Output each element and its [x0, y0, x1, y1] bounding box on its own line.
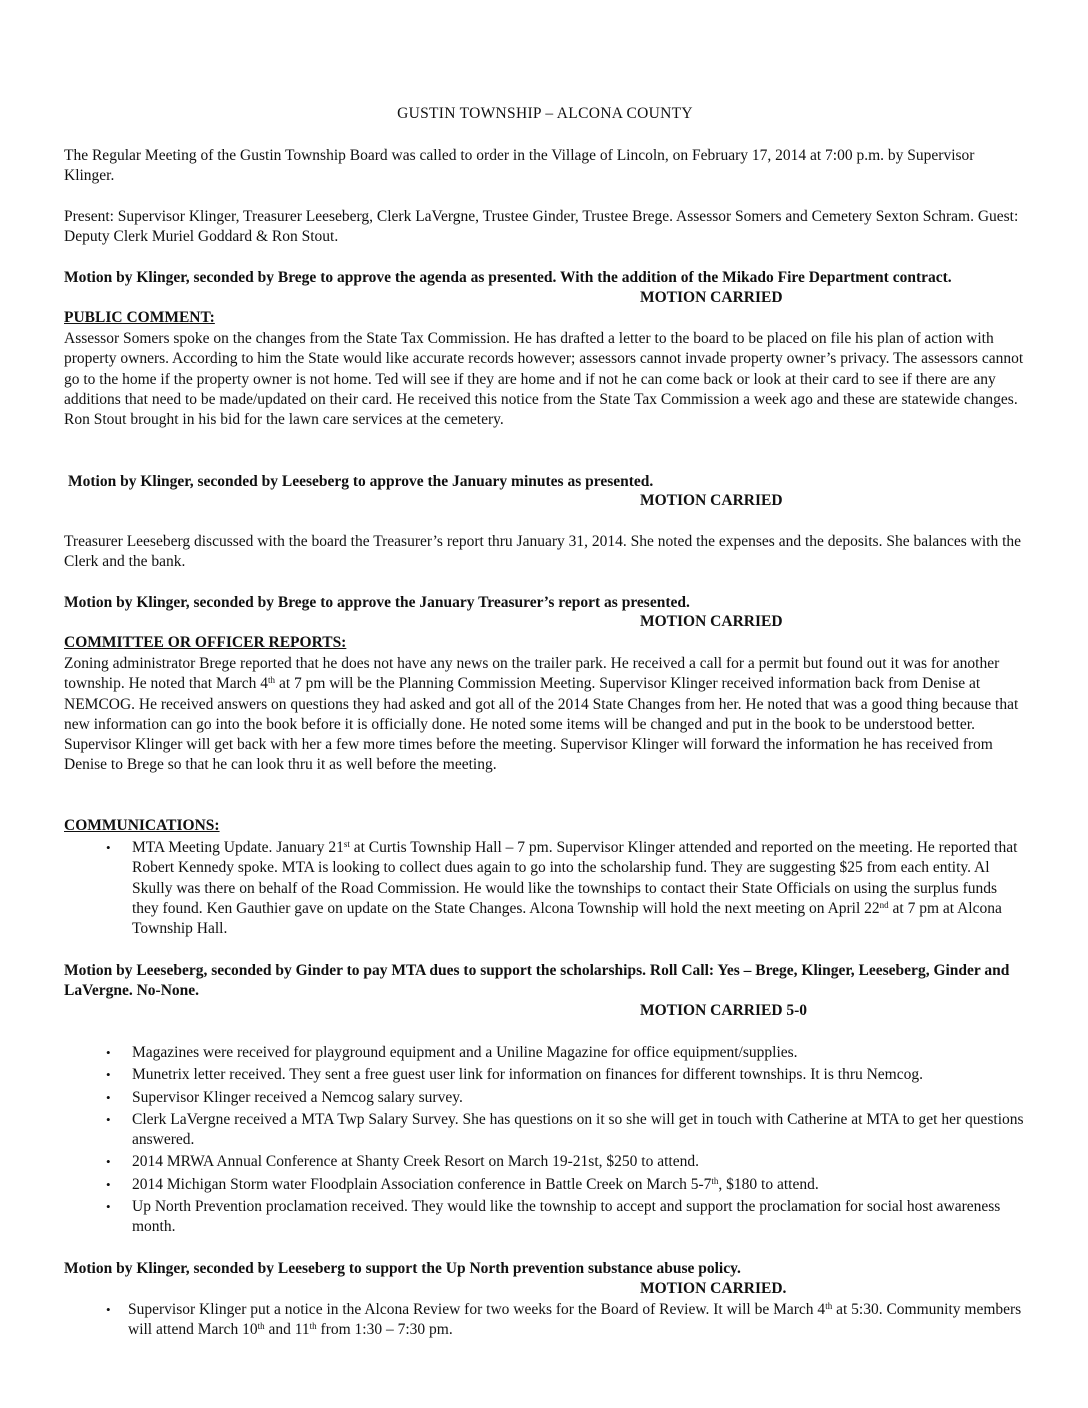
list-item: • Magazines were received for playground equipment and a Uniline Magazine for office equipment/supplies. [64, 1043, 1026, 1063]
list-item: • 2014 Michigan Storm water Floodplain Association conference in Battle Creek on March 5-7th, $180 to attend. [64, 1175, 1026, 1195]
motion-mta-dues: Motion by Leeseberg, seconded by Ginder to pay MTA dues to support the scholarships. Roll Call: Yes – Brege, Klinger, Leeseberg, Ginder and LaVergne. No-None. [64, 962, 1010, 1000]
bullet-icon: • [106, 1067, 111, 1083]
motion-carried-agenda: MOTION CARRIED [640, 289, 783, 306]
motion-treasurer-report: Motion by Klinger, seconded by Brege to approve the January Treasurer’s report as presented. [64, 594, 690, 611]
list-item: • Supervisor Klinger put a notice in the Alcona Review for two weeks for the Board of Review. It will be March 4th at 5:30. Community members will attend March 10th and 11th from 1:30 – 7:30 pm. [106, 1301, 1022, 1339]
items-list [64, 1043, 1026, 1238]
bullet-icon: • [106, 840, 111, 855]
bullet-icon: • [106, 1199, 111, 1215]
list-item: • 2014 MRWA Annual Conference at Shanty Creek Resort on March 19-21st, $250 to attend. [64, 1152, 1026, 1172]
communications-list [64, 838, 1026, 939]
motion-carried-5-0: MOTION CARRIED 5-0 [640, 1002, 808, 1019]
list-item: • Supervisor Klinger received a Nemcog salary survey. [64, 1088, 1026, 1108]
public-comment-heading: PUBLIC COMMENT: [64, 309, 215, 326]
attendance-paragraph: Present: Supervisor Klinger, Treasurer Leeseberg, Clerk LaVergne, Trustee Ginder, Trustee Brege. Assessor Somers and Cemetery Sexton Schram. Guest: Deputy Clerk Muriel Goddard & Ron Stout. [64, 208, 1019, 246]
motion-carried-minutes: MOTION CARRIED [640, 492, 783, 509]
bullet-icon: • [106, 1176, 111, 1192]
motion-carried-treasurer: MOTION CARRIED [640, 613, 783, 630]
bullet-icon: • [106, 1111, 111, 1127]
motion-up-north: Motion by Klinger, seconded by Leeseberg to support the Up North prevention substance abuse policy. [64, 1260, 741, 1277]
committee-heading: COMMITTEE OR OFFICER REPORTS: [64, 634, 347, 651]
bullet-icon: • [106, 1154, 111, 1170]
review-list [64, 1300, 1026, 1341]
list-item: • Up North Prevention proclamation received. They would like the township to accept and support the proclamation for social host awareness month. [106, 1198, 1001, 1236]
treasurer-report-text: Treasurer Leeseberg discussed with the board the Treasurer’s report thru January 31, 2014. She noted the expenses and the deposits. She balances with the Clerk and the bank. [64, 533, 1022, 571]
bullet-icon: • [106, 1045, 111, 1060]
bullet-icon: • [106, 1089, 111, 1105]
opening-paragraph: The Regular Meeting of the Gustin Township Board was called to order in the Village of Lincoln, on February 17, 2014 at 7:00 p.m. by Supervisor Klinger. [64, 147, 975, 185]
committee-text: Zoning administrator Brege reported that he does not have any news on the trailer park. He received a call for a permit but found out it was for another township. He noted that March 4th at 7 pm will be the Planning Commission Meeting. Supervisor Klinger received information back from Denise at NEMCOG. He received answers on questions they had asked and got all of the 2014 State Changes from her. He noted that was a good thing because that new information can go into the book before it is officially done. He noted some items will be changed and put in the book to be understood better. Supervisor Klinger will get back with her a few more times before the meeting. Supervisor Klinger will forward the information he has received from Denise to Brege so that he can look thru it as well before the meeting. [64, 655, 1019, 774]
communications-heading: COMMUNICATIONS: [64, 817, 220, 834]
page-title: GUSTIN TOWNSHIP – ALCONA COUNTY [397, 105, 693, 122]
list-item: • Munetrix letter received. They sent a free guest user link for information on finances for different townships. It is thru Nemcog. [64, 1065, 1026, 1085]
list-item: • MTA Meeting Update. January 21st at Curtis Township Hall – 7 pm. Supervisor Klinger attended and reported on the meeting. He reported that Robert Kennedy spoke. MTA is looking to collect dues again to go into the scholarship fund. They are suggesting $25 from each entity. Al Skully was there on behalf of the Road Commission. He would like the townships to contact their State Officials on using the surplus funds they found. Ken Gauthier gave on update on the State Changes. Alcona Township will hold the next meeting on April 22nd at 7 pm at Alcona Township Hall. [106, 839, 1018, 938]
list-item: • Clerk LaVergne received a MTA Twp Salary Survey. She has questions on it so she will get in touch with Catherine at MTA to get her questions answered. [106, 1110, 1024, 1149]
public-comment-text: Assessor Somers spoke on the changes from the State Tax Commission. He has drafted a letter to the board to be placed on file his plan of action with property owners. According to him the State would like accurate records however; assessors cannot invade property owner’s privacy. The assessors cannot go to the home if the property owner is not home. Ted will see if they are home and if not he can come back or look at their card to see if there are any additions that need to be made/updated on their card. He received this notice from the State Tax Commission a week ago and these are statewide changes. Ron Stout brought in his bid for the lawn care services at the cemetery. [64, 330, 1024, 429]
motion-agenda: Motion by Klinger, seconded by Brege to approve the agenda as presented. With the addition of the Mikado Fire Department contract. [64, 269, 952, 286]
motion-minutes: Motion by Klinger, seconded by Leeseberg to approve the January minutes as presented. [68, 473, 654, 490]
motion-carried-up-north: MOTION CARRIED. [640, 1280, 787, 1297]
bullet-icon: • [106, 1302, 111, 1317]
